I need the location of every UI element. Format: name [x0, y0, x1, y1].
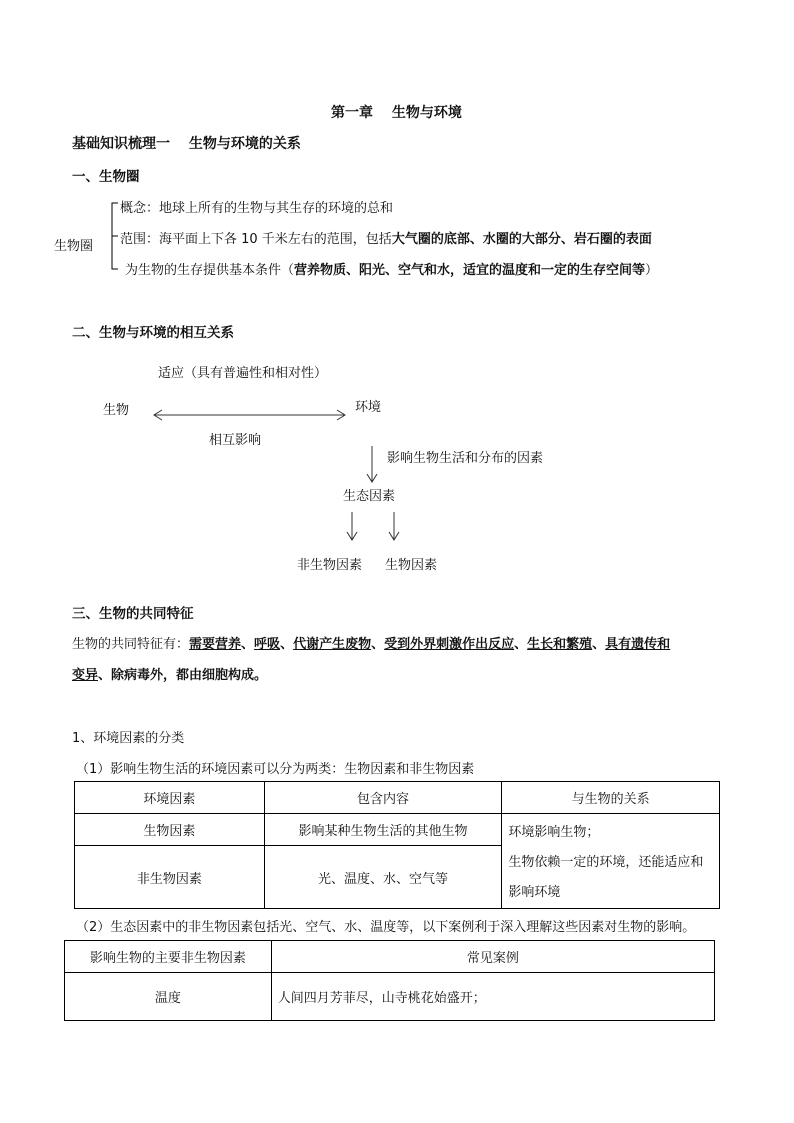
section1-heading: 一、生物圈	[72, 169, 140, 185]
relation-cell	[502, 814, 720, 909]
feature-growth: 生长和繁殖	[527, 637, 593, 652]
arrow-right-head	[337, 410, 345, 420]
table-header-row	[75, 782, 720, 814]
relation-line: 生物依赖一定的环境，还能适应和	[508, 855, 704, 870]
biotic-label: 生物因素	[385, 558, 438, 573]
feature-respiration: 呼吸	[254, 637, 281, 652]
env-sub2: （2）生态因素中的非生物因素包括光、空气、水、温度等，以下案例利于深入理解这些因素对生物的影响。	[76, 920, 696, 935]
page-subtitle: 基础知识梳理一 生物与环境的关系	[72, 136, 301, 152]
env-title: 1、环境因素的分类	[72, 731, 185, 746]
table-header: 环境因素	[75, 782, 265, 814]
biosphere-bracket	[112, 203, 118, 269]
organism-label: 生物	[103, 403, 130, 418]
table-header: 常见案例	[271, 941, 714, 973]
adapt-label: 适应（具有普遍性和相对性）	[158, 366, 328, 381]
relation-line: 环境影响生物；	[508, 825, 600, 840]
abiotic-cases-table	[64, 940, 715, 1021]
biosphere-label: 生物圈	[54, 239, 94, 254]
table-row	[75, 814, 720, 846]
features-line2: 变异、除病毒外，都由细胞构成。	[72, 668, 268, 683]
features-line1: 生物的共同特征有：需要营养、呼吸、代谢产生废物、受到外界刺激作出反应、生长和繁殖、具有遗传和	[72, 637, 671, 652]
range-text: 范围：海平面上下各 10 千米左右的范围，包括	[120, 232, 392, 247]
abiotic-arrow-head	[347, 532, 357, 540]
feature-heredity: 具有遗传和	[605, 637, 671, 652]
biosphere-conditions	[125, 259, 658, 278]
interact-label: 相互影响	[209, 433, 262, 448]
down-arrow-head	[367, 474, 377, 482]
feature-waste: 代谢产生废物	[293, 637, 372, 652]
biotic-arrow-head	[389, 532, 399, 540]
conditions-close: ）	[645, 263, 659, 278]
biosphere-range	[120, 228, 652, 247]
relation-line: 影响环境	[508, 885, 561, 900]
factors-desc: 影响生物生活和分布的因素	[387, 451, 544, 466]
feature-stimulus: 受到外界刺激作出反应	[384, 637, 515, 652]
table-cell: 非生物因素	[75, 846, 265, 909]
feature-variation: 变异	[72, 668, 99, 683]
env-sub1: （1）影响生物生活的环境因素可以分为两类：生物因素和非生物因素	[76, 762, 475, 777]
table-header: 影响生物的主要非生物因素	[65, 941, 272, 973]
section3-heading: 三、生物的共同特征	[72, 606, 194, 622]
env-factor-table	[74, 781, 720, 909]
table-cell: 人间四月芳菲尽，山寺桃花始盛开；	[271, 973, 714, 1021]
table-cell: 影响某种生物生活的其他生物	[264, 814, 502, 846]
table-header-row	[65, 941, 715, 973]
table-header: 包含内容	[264, 782, 502, 814]
range-bold: 大气圈的底部、水圈的大部分、岩石圈的表面	[391, 232, 652, 247]
environment-label: 环境	[355, 400, 382, 415]
conditions-bold: 营养物质、阳光、空气和水，适宜的温度和一定的生存空间等	[294, 263, 646, 278]
table-cell: 温度	[65, 973, 272, 1021]
biosphere-concept: 概念：地球上所有的生物与其生存的环境的总和	[120, 201, 394, 216]
table-row	[65, 973, 715, 1021]
table-cell: 光、温度、水、空气等	[264, 846, 502, 909]
eco-factor-label: 生态因素	[343, 489, 396, 504]
section2-heading: 二、生物与环境的相互关系	[72, 325, 234, 341]
features-intro: 生物的共同特征有：	[72, 637, 190, 652]
table-header: 与生物的关系	[502, 782, 720, 814]
table-cell: 生物因素	[75, 814, 265, 846]
arrow-left-head	[154, 410, 162, 420]
conditions-text: 为生物的生存提供基本条件（	[125, 263, 295, 278]
page-title: 第一章 生物与环境	[331, 105, 462, 121]
feature-nutrition: 需要营养	[189, 637, 242, 652]
feature-cells: 除病毒外，都由细胞构成	[111, 668, 255, 683]
abiotic-label: 非生物因素	[297, 558, 363, 573]
